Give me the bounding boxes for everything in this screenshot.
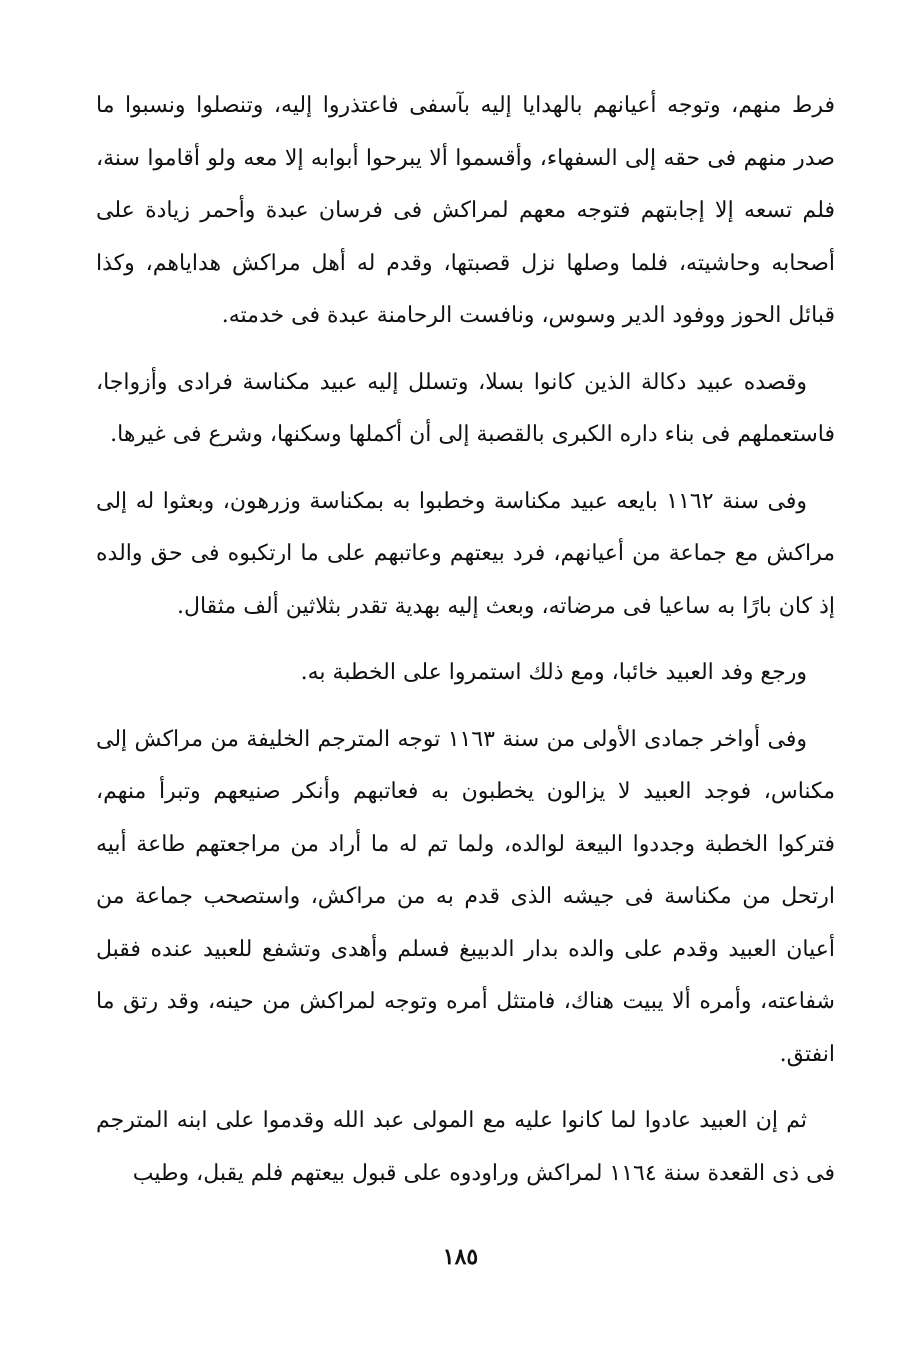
paragraph-1: فرط منهم، وتوجه أعيانهم بالهدايا إليه بآسفى فاعتذروا إليه، وتنصلوا ونسبوا ما صدر منهم فى حقه إلى السفهاء، وأقسموا ألا يبرحوا أبوابه إلا معه ولو أقاموا سنة، فلم تسعه إلا إجابتهم فتوجه معهم لمراكش فى فرسان عبدة وأحمر زيادة على أصحابه وحاشيته، فلما وصلها نزل قصبتها، وقدم له أهل مراكش هداياهم، وكذا قبائل الحوز ووفود الدير وسوس، ونافست الرحامنة عبدة فى خدمته. [96,93,835,328]
paragraph-5: وفى أواخر جمادى الأولى من سنة ١١٦٣ توجه المترجم الخليفة من مراكش إلى مكناس، فوجد العبيد لا يزالون يخطبون به فعاتبهم وأنكر صنيعهم وتبرأ منهم، فتركوا الخطبة وجددوا البيعة لوالده، ولما تم له ما أراد من مراجعتهم طاعة أبيه ارتحل من مكناسة فى جيشه الذى قدم به من مراكش، واستصحب جماعة من أعيان العبيد وقدم على والده بدار الدبيبغ فسلم وأهدى وتشفع للعبيد عنده فقبل شفاعته، وأمره ألا يبيت هناك، فامتثل أمره وتوجه لمراكش من حينه، وقد رتق ما انفتق. [96,726,835,1067]
paragraph-4: ورجع وفد العبيد خائبا، ومع ذلك استمروا على الخطبة به. [300,660,807,685]
paragraph-6: ثم إن العبيد عادوا لما كانوا عليه مع المولى عبد الله وقدموا على ابنه المترجم فى ذى القعدة سنة ١١٦٤ لمراكش وراودوه على قبول بيعتهم فلم يقبل، وطيب [96,1108,835,1186]
document-page [96,80,835,1214]
page-number: ١٨٥ [442,1244,479,1270]
paragraph-2: وقصده عبيد دكالة الذين كانوا بسلا، وتسلل إليه عبيد مكناسة فرادى وأزواجا، فاستعملهم فى بناء داره الكبرى بالقصبة إلى أن أكملها وسكنها، وشرع فى غيرها. [96,369,835,447]
paragraph-3: وفى سنة ١١٦٢ بايعه عبيد مكناسة وخطبوا به بمكناسة وزرهون، وبعثوا له إلى مراكش مع جماعة من أعيانهم، فرد بيعتهم وعاتبهم على ما ارتكبوه فى حق والده إذ كان بارًا به ساعيا فى مرضاته، وبعث إليه بهدية تقدر بثلاثين ألف مثقال. [96,488,835,619]
